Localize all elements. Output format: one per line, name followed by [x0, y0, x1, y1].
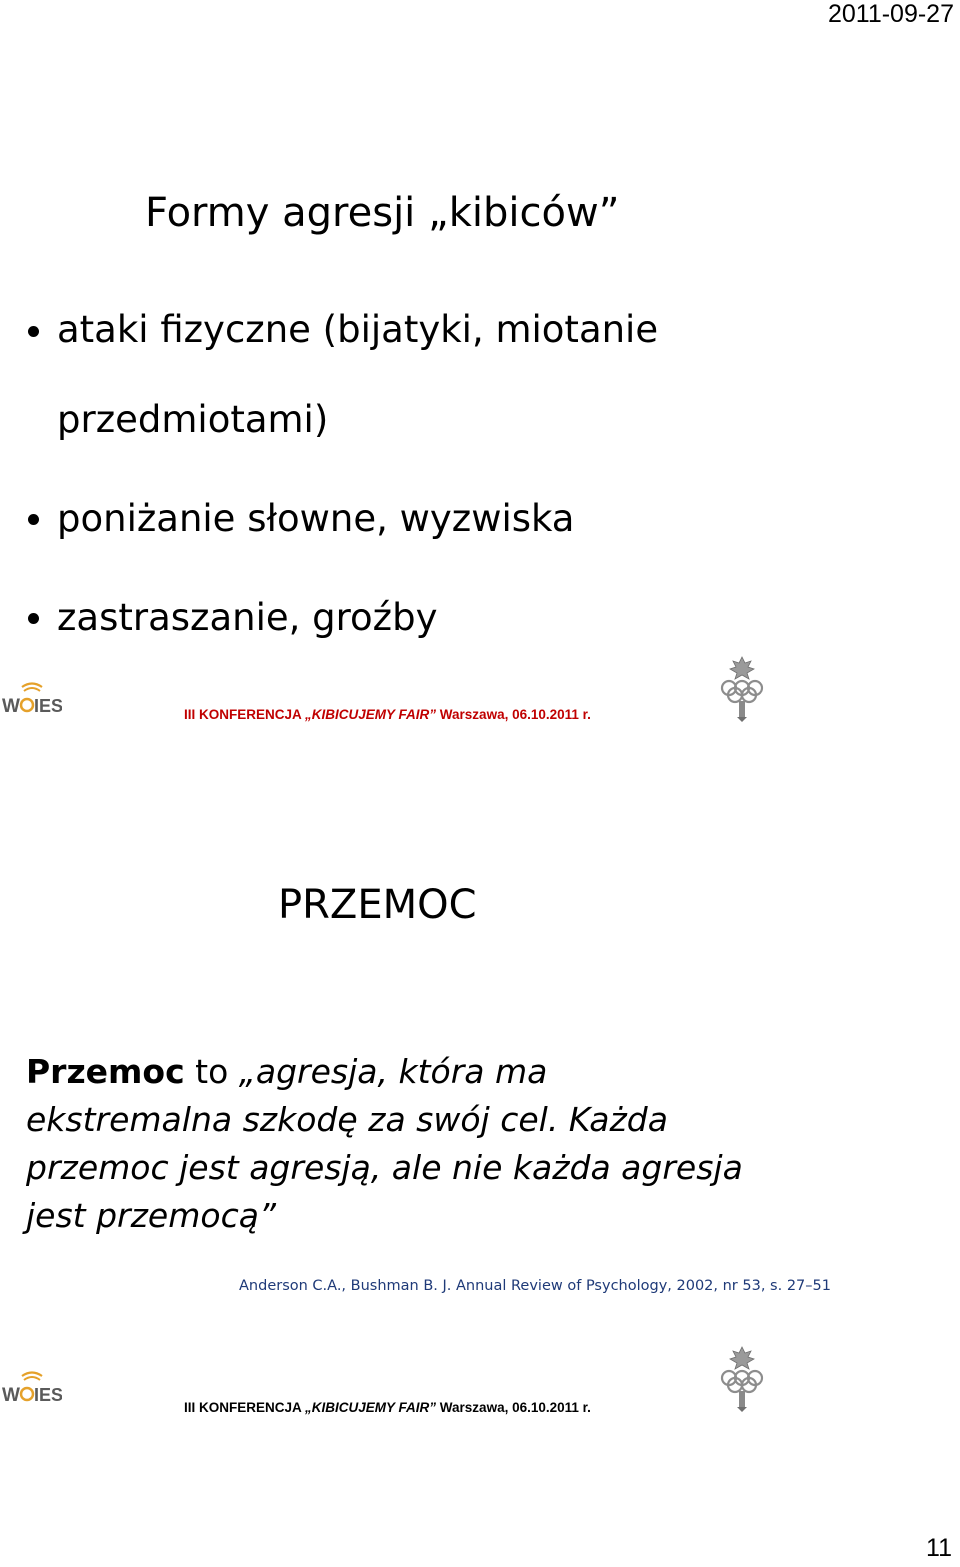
bullet-dot [28, 326, 39, 337]
footer-event: „KIBICUJEMY FAIR” [305, 1400, 437, 1415]
svg-text:W: W [2, 696, 20, 717]
slide2-title: PRZEMOC [278, 882, 477, 928]
svg-text:IES: IES [34, 1385, 62, 1405]
wcies-logo [2, 1367, 62, 1412]
bullet-item-1: ataki fizyczne (bijatyki, miotanie [57, 308, 659, 351]
bullet-item-3: zastraszanie, groźby [57, 596, 438, 639]
footer-event: „KIBICUJEMY FAIR” [305, 707, 437, 722]
bullet-item-1-continued: przedmiotami) [57, 398, 329, 441]
slide1-title: Formy agresji „kibiców” [145, 190, 620, 236]
olympic-emblem-icon [717, 1345, 767, 1418]
conference-footer [184, 1400, 591, 1415]
olympic-emblem-icon [717, 655, 767, 728]
definition-line-1 [26, 1048, 786, 1096]
document-date: 2011-09-27 [827, 0, 954, 28]
definition-line-2: ekstremalna szkodę za swój cel. Każda [26, 1100, 668, 1139]
svg-text:IES: IES [34, 696, 62, 716]
footer-prefix: III KONFERENCJA [184, 1400, 306, 1415]
definition-line-4: jest przemocą” [26, 1196, 277, 1235]
citation: Anderson C.A., Bushman B. J. Annual Review of Psychology, 2002, nr 53, s. 27–51 [239, 1278, 831, 1294]
footer-prefix: III KONFERENCJA [184, 707, 306, 722]
definition-term: Przemoc [26, 1052, 185, 1091]
bullet-dot [28, 613, 39, 624]
bullet-item-2: poniżanie słowne, wyzwiska [57, 497, 575, 540]
wcies-logo [2, 678, 62, 723]
bullet-dot [28, 514, 39, 525]
footer-suffix: Warszawa, 06.10.2011 r. [436, 1400, 591, 1415]
page-number: 11 [926, 1534, 952, 1562]
definition-line-3: przemoc jest agresją, ale nie każda agresja [26, 1148, 743, 1187]
conference-footer [184, 707, 591, 722]
definition-quote-start: „agresja, która ma [238, 1052, 548, 1091]
definition-connector: to [184, 1052, 239, 1091]
svg-text:W: W [2, 1385, 20, 1406]
definition-text [26, 1048, 786, 1240]
footer-suffix: Warszawa, 06.10.2011 r. [436, 707, 591, 722]
